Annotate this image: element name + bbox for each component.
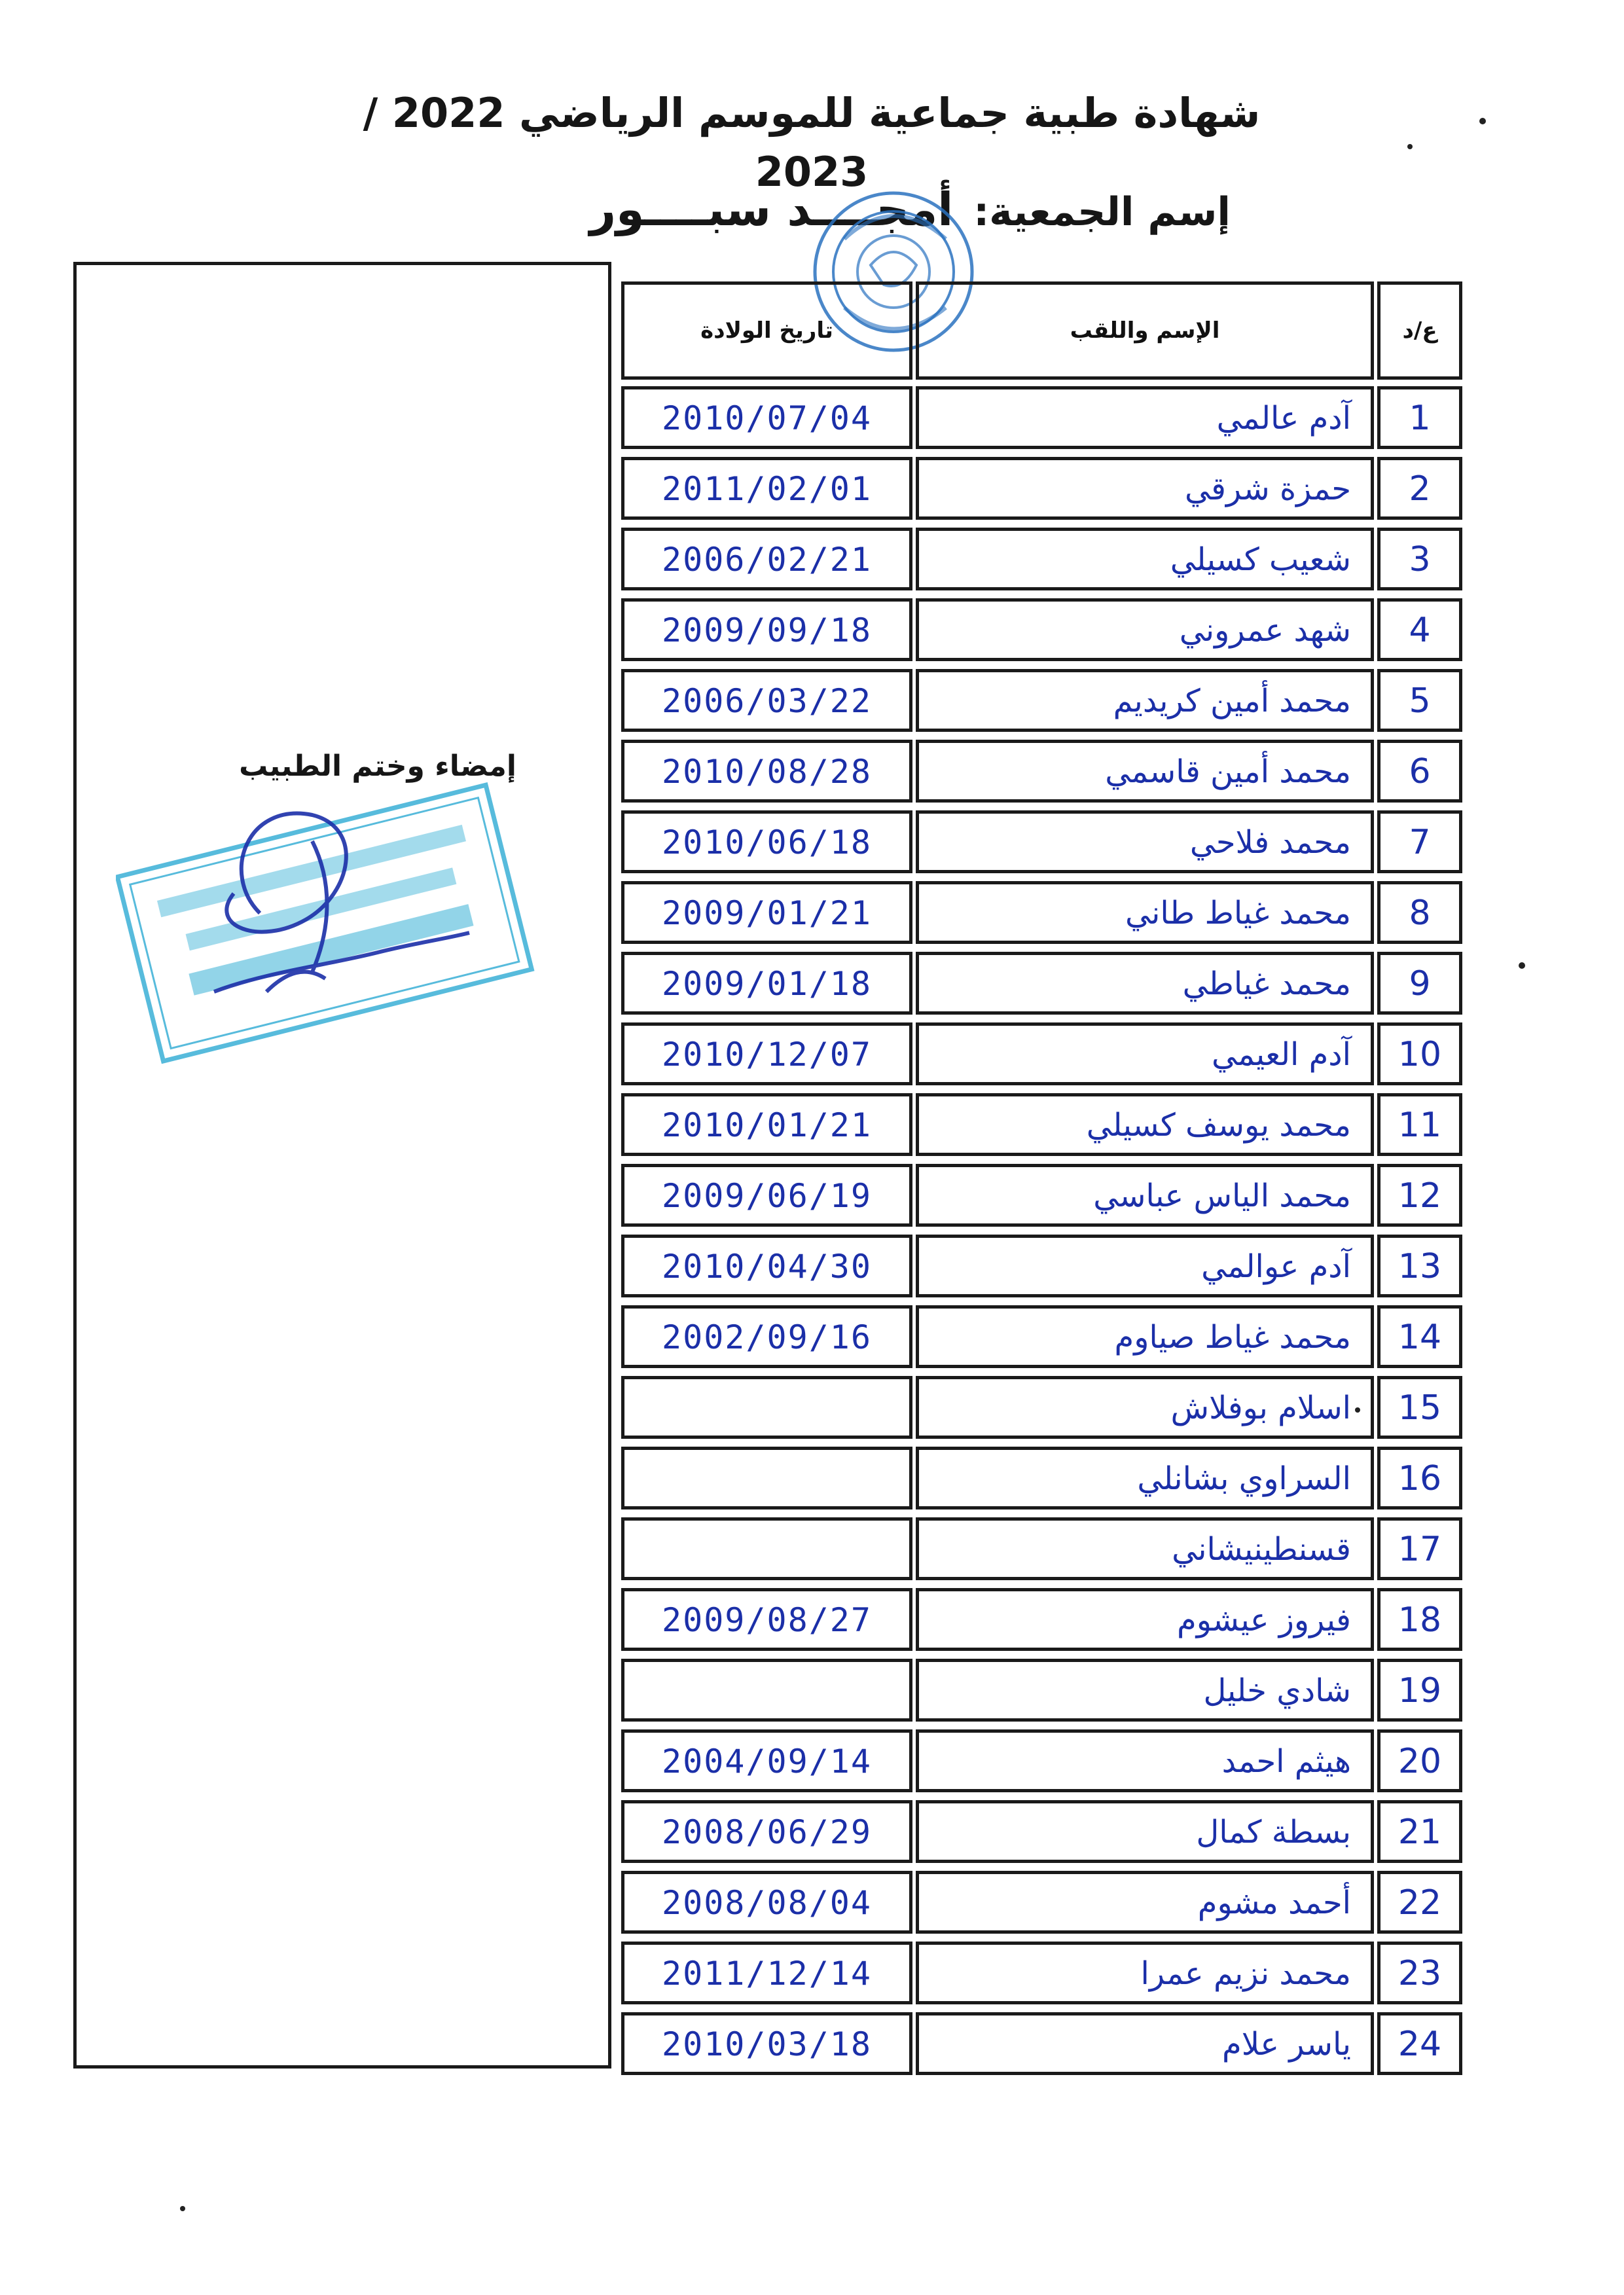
player-name: محمد فلاحي xyxy=(916,810,1374,873)
page-title: شهادة طبية جماعية للموسم الرياضي 2022 / 2023 xyxy=(363,89,1261,196)
row-number: 13 xyxy=(1377,1235,1462,1297)
player-name: محمد أمين كريديم xyxy=(916,669,1374,732)
player-name: اسلام بوفلاش xyxy=(916,1376,1374,1439)
table-row xyxy=(598,810,1462,876)
player-name: هيثم احمد xyxy=(916,1729,1374,1792)
row-number: 5 xyxy=(1377,669,1462,732)
table-row xyxy=(598,1376,1462,1441)
row-number: 17 xyxy=(1377,1517,1462,1580)
row-number: 20 xyxy=(1377,1729,1462,1792)
player-birthdate xyxy=(621,1659,912,1722)
table-row xyxy=(598,1447,1462,1512)
player-birthdate: 2010/03/18 xyxy=(621,2012,912,2075)
player-name: شادي خليل xyxy=(916,1659,1374,1722)
scan-speck xyxy=(1355,1407,1360,1413)
row-number: 6 xyxy=(1377,740,1462,803)
row-number: 1 xyxy=(1377,386,1462,449)
row-number: 24 xyxy=(1377,2012,1462,2075)
scan-speck xyxy=(1519,962,1525,969)
table-row xyxy=(598,1305,1462,1371)
player-birthdate: 2008/08/04 xyxy=(621,1871,912,1934)
row-number: 3 xyxy=(1377,528,1462,590)
player-birthdate xyxy=(621,1517,912,1580)
player-name: السراوي بشانلي xyxy=(916,1447,1374,1509)
player-name: محمد نزيم عمرا xyxy=(916,1942,1374,2004)
table-row xyxy=(598,598,1462,664)
table-row xyxy=(598,1164,1462,1229)
header-dob: تاريخ الولادة xyxy=(621,281,912,380)
player-birthdate: 2010/12/07 xyxy=(621,1022,912,1085)
player-birthdate: 2009/01/21 xyxy=(621,881,912,944)
row-number: 12 xyxy=(1377,1164,1462,1227)
table-row xyxy=(598,881,1462,947)
club-name: أمجــــد سبــــور xyxy=(589,183,954,236)
table-row xyxy=(598,457,1462,522)
player-birthdate: 2009/01/18 xyxy=(621,952,912,1015)
row-number: 2 xyxy=(1377,457,1462,520)
player-name: محمد غياط طاني xyxy=(916,881,1374,944)
row-number: 19 xyxy=(1377,1659,1462,1722)
player-birthdate: 2010/01/21 xyxy=(621,1093,912,1156)
table-row xyxy=(598,528,1462,593)
player-name: قسنطينيشاني xyxy=(916,1517,1374,1580)
header-num: ع/د xyxy=(1377,281,1462,380)
table-row xyxy=(598,1235,1462,1300)
player-birthdate: 2008/06/29 xyxy=(621,1800,912,1863)
player-name: آدم عالمي xyxy=(916,386,1374,449)
table-row xyxy=(598,386,1462,452)
table-row xyxy=(598,1942,1462,2007)
table-row xyxy=(598,1729,1462,1795)
table-row xyxy=(598,1871,1462,1936)
table-row xyxy=(598,1093,1462,1159)
table-row xyxy=(598,1800,1462,1866)
row-number: 21 xyxy=(1377,1800,1462,1863)
player-birthdate: 2006/03/22 xyxy=(621,669,912,732)
scan-speck xyxy=(1479,118,1486,124)
player-birthdate: 2004/09/14 xyxy=(621,1729,912,1792)
player-name: محمد يوسف كسيلي xyxy=(916,1093,1374,1156)
table-row xyxy=(598,740,1462,805)
table-row xyxy=(598,1659,1462,1724)
player-birthdate: 2011/12/14 xyxy=(621,1942,912,2004)
row-number: 9 xyxy=(1377,952,1462,1015)
row-number: 18 xyxy=(1377,1588,1462,1651)
player-name: محمد الياس عباسي xyxy=(916,1164,1374,1227)
row-number: 22 xyxy=(1377,1871,1462,1934)
player-name: ياسر علام xyxy=(916,2012,1374,2075)
table-row xyxy=(598,669,1462,734)
player-name: بسطة كمال xyxy=(916,1800,1374,1863)
player-name: آدم العيمي xyxy=(916,1022,1374,1085)
player-birthdate: 2009/09/18 xyxy=(621,598,912,661)
player-birthdate: 2010/06/18 xyxy=(621,810,912,873)
player-name: محمد غياطي xyxy=(916,952,1374,1015)
player-birthdate: 2010/04/30 xyxy=(621,1235,912,1297)
player-birthdate: 2009/08/27 xyxy=(621,1588,912,1651)
table-row xyxy=(598,2012,1462,2078)
row-number: 10 xyxy=(1377,1022,1462,1085)
player-birthdate: 2002/09/16 xyxy=(621,1305,912,1368)
row-number: 8 xyxy=(1377,881,1462,944)
player-name: شعيب كسيلي xyxy=(916,528,1374,590)
player-name: فيروز عيشوم xyxy=(916,1588,1374,1651)
club-label: إسم الجمعية: xyxy=(973,189,1231,235)
row-number: 7 xyxy=(1377,810,1462,873)
row-number: 16 xyxy=(1377,1447,1462,1509)
player-name: أحمد مشوم xyxy=(916,1871,1374,1934)
doctor-signature-box xyxy=(73,262,611,2069)
hospital-stamp-icon xyxy=(116,776,535,1077)
row-number: 11 xyxy=(1377,1093,1462,1156)
row-number: 23 xyxy=(1377,1942,1462,2004)
player-name: محمد أمين قاسمي xyxy=(916,740,1374,803)
player-birthdate: 2009/06/19 xyxy=(621,1164,912,1227)
row-number: 14 xyxy=(1377,1305,1462,1368)
player-birthdate: 2006/02/21 xyxy=(621,528,912,590)
player-name: حمزة شرقي xyxy=(916,457,1374,520)
scan-speck xyxy=(1407,144,1413,149)
row-number: 4 xyxy=(1377,598,1462,661)
player-birthdate: 2010/07/04 xyxy=(621,386,912,449)
player-birthdate: 2011/02/01 xyxy=(621,457,912,520)
player-birthdate: 2010/08/28 xyxy=(621,740,912,803)
table-row xyxy=(598,1022,1462,1088)
header-name: الإسم واللقب xyxy=(916,281,1374,380)
player-name: آدم عوالمي xyxy=(916,1235,1374,1297)
row-number: 15 xyxy=(1377,1376,1462,1439)
player-name: شهد عمروني xyxy=(916,598,1374,661)
player-birthdate xyxy=(621,1447,912,1509)
table-row xyxy=(598,952,1462,1017)
table-row xyxy=(598,1517,1462,1583)
table-row xyxy=(598,1588,1462,1653)
scan-speck xyxy=(180,2206,185,2211)
player-name: محمد غياط صياوم xyxy=(916,1305,1374,1368)
doctor-label: إمضاء وختم الطبيب xyxy=(239,750,516,783)
player-birthdate xyxy=(621,1376,912,1439)
